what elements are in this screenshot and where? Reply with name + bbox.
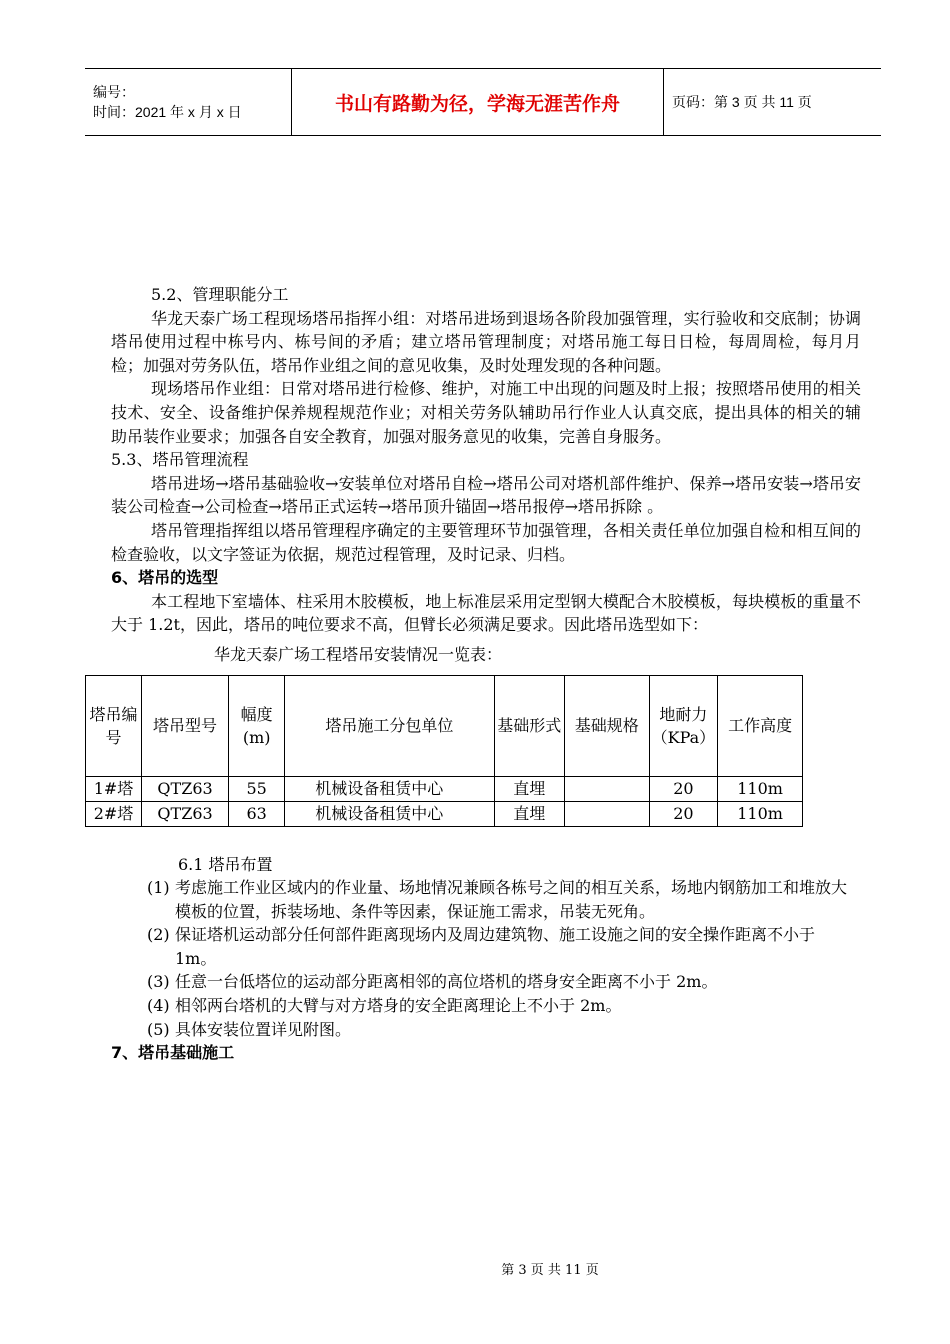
table-cell: 20 <box>649 776 718 801</box>
table-cell: 20 <box>649 801 718 826</box>
page-header <box>85 68 881 136</box>
list-item-number: (5) <box>147 1019 170 1039</box>
tower-crane-table <box>85 675 803 827</box>
header-motto: 书山有路勤为径，学海无涯苦作舟 <box>292 69 664 136</box>
header-number: 编号： <box>93 84 135 100</box>
table-header-cell: 基础形式 <box>494 675 564 776</box>
section-5-2-paragraph-1: 华龙天泰广场工程现场塔吊指挥小组：对塔吊进场到退场各阶段加强管理，实行验收和交底制；协调塔吊使用过程中栋号内、栋号间的矛盾；建立塔吊管理制度；对塔吊施工每日日检，每周周检，每月月检；加强对劳务队伍，塔吊作业组之间的意见收集，及时处理发现的各种问题。 <box>111 308 861 375</box>
list-item <box>111 994 861 1018</box>
list-item-text: 任意一台低塔位的运动部分距离相邻的高位塔机的塔身安全距离不小于 2m。 <box>175 972 718 992</box>
table-header-cell: 地耐力（KPa） <box>649 675 718 776</box>
list-item-number: (3) <box>147 972 170 992</box>
list-item <box>111 1018 861 1042</box>
list-item-text: 具体安装位置详见附图。 <box>175 1019 352 1039</box>
header-meta <box>85 69 292 136</box>
list-item-number: (2) <box>147 925 170 945</box>
table-cell: 机械设备租赁中心 <box>285 801 494 826</box>
table-row <box>86 801 803 826</box>
list-item-number: (1) <box>147 878 170 898</box>
table-cell: 直埋 <box>494 801 564 826</box>
table-cell <box>564 776 649 801</box>
list-item-text: 保证塔机运动部分任何部件距离现场内及周边建筑物、施工设施之间的安全操作距离不小于 1m。 <box>175 925 816 968</box>
section-6-title: 6、塔吊的选型 <box>111 568 219 588</box>
table-header-cell: 基础规格 <box>564 675 649 776</box>
table-cell: 1#塔 <box>86 776 142 801</box>
table-header-row <box>86 675 803 776</box>
list-item-number: (4) <box>147 996 170 1016</box>
section-5-3-title: 5.3、塔吊管理流程 <box>111 450 249 470</box>
list-item-text: 考虑施工作业区域内的作业量、场地情况兼顾各栋号之间的相互关系，场地内钢筋加工和堆放大模板的位置，拆装场地、条件等因素，保证施工需求，吊装无死角。 <box>175 878 848 921</box>
table-cell: QTZ63 <box>142 776 229 801</box>
table-cell: QTZ63 <box>142 801 229 826</box>
section-5-2-paragraph-2: 现场塔吊作业组：日常对塔吊进行检修、维护，对施工中出现的问题及时上报；按照塔吊使用的相关技术、安全、设备维护保养规程规范作业；对相关劳务队辅助吊行作业人认真交底，提出具体的相关的辅助吊装作业要求；加强各自安全教育，加强对服务意见的收集，完善自身服务。 <box>111 379 861 446</box>
table-header-cell: 塔吊型号 <box>142 675 229 776</box>
table-cell <box>564 801 649 826</box>
list-item <box>111 923 861 970</box>
section-5-3-paragraph-2: 塔吊管理指挥组以塔吊管理程序确定的主要管理环节加强管理，各相关责任单位加强自检和相互间的检查验收，以文字签证为依据，规范过程管理，及时记录、归档。 <box>111 520 861 564</box>
layout-requirements-list <box>111 876 861 1041</box>
table-cell: 110m <box>718 801 803 826</box>
table-cell: 机械设备租赁中心 <box>285 776 494 801</box>
table-caption: 华龙天泰广场工程塔吊安装情况一览表： <box>214 644 503 664</box>
table-cell: 2#塔 <box>86 801 142 826</box>
table-header-cell: 工作高度 <box>718 675 803 776</box>
table-cell: 63 <box>229 801 285 826</box>
document-body <box>89 283 861 1065</box>
header-page: 页码：第 3 页 共 11 页 <box>672 94 812 110</box>
table-header-cell: 塔吊编号 <box>86 675 142 776</box>
section-6-paragraph: 本工程地下室墙体、柱采用木胶模板，地上标准层采用定型钢大模配合木胶模板，每块模板的重量不大于 1.2t，因此，塔吊的吨位要求不高，但臂长必须满足要求。因此塔吊选型如下： <box>111 591 861 635</box>
section-6-1-title: 6.1 塔吊布置 <box>178 854 273 874</box>
section-5-2-title: 5.2、管理职能分工 <box>151 285 289 304</box>
table-cell: 110m <box>718 776 803 801</box>
list-item <box>111 876 861 923</box>
table-row <box>86 776 803 801</box>
table-cell: 直埋 <box>494 776 564 801</box>
list-item <box>111 970 861 994</box>
section-5-3-paragraph-1: 塔吊进场→塔吊基础验收→安装单位对塔吊自检→塔吊公司对塔机部件维护、保养→塔吊安装→塔吊安装公司检查→公司检查→塔吊正式运转→塔吊顶升锚固→塔吊报停→塔吊拆除 。 <box>111 473 861 517</box>
header-time: 时间：2021 年 x 月 x 日 <box>93 104 242 120</box>
section-7-title: 7、塔吊基础施工 <box>111 1043 235 1063</box>
table-header-cell: 幅度(m) <box>229 675 285 776</box>
page-footer: 第 3 页 共 11 页 <box>501 1263 599 1278</box>
table-cell: 55 <box>229 776 285 801</box>
table-header-cell: 塔吊施工分包单位 <box>285 675 494 776</box>
list-item-text: 相邻两台塔机的大臂与对方塔身的安全距离理论上不小于 2m。 <box>175 996 622 1016</box>
